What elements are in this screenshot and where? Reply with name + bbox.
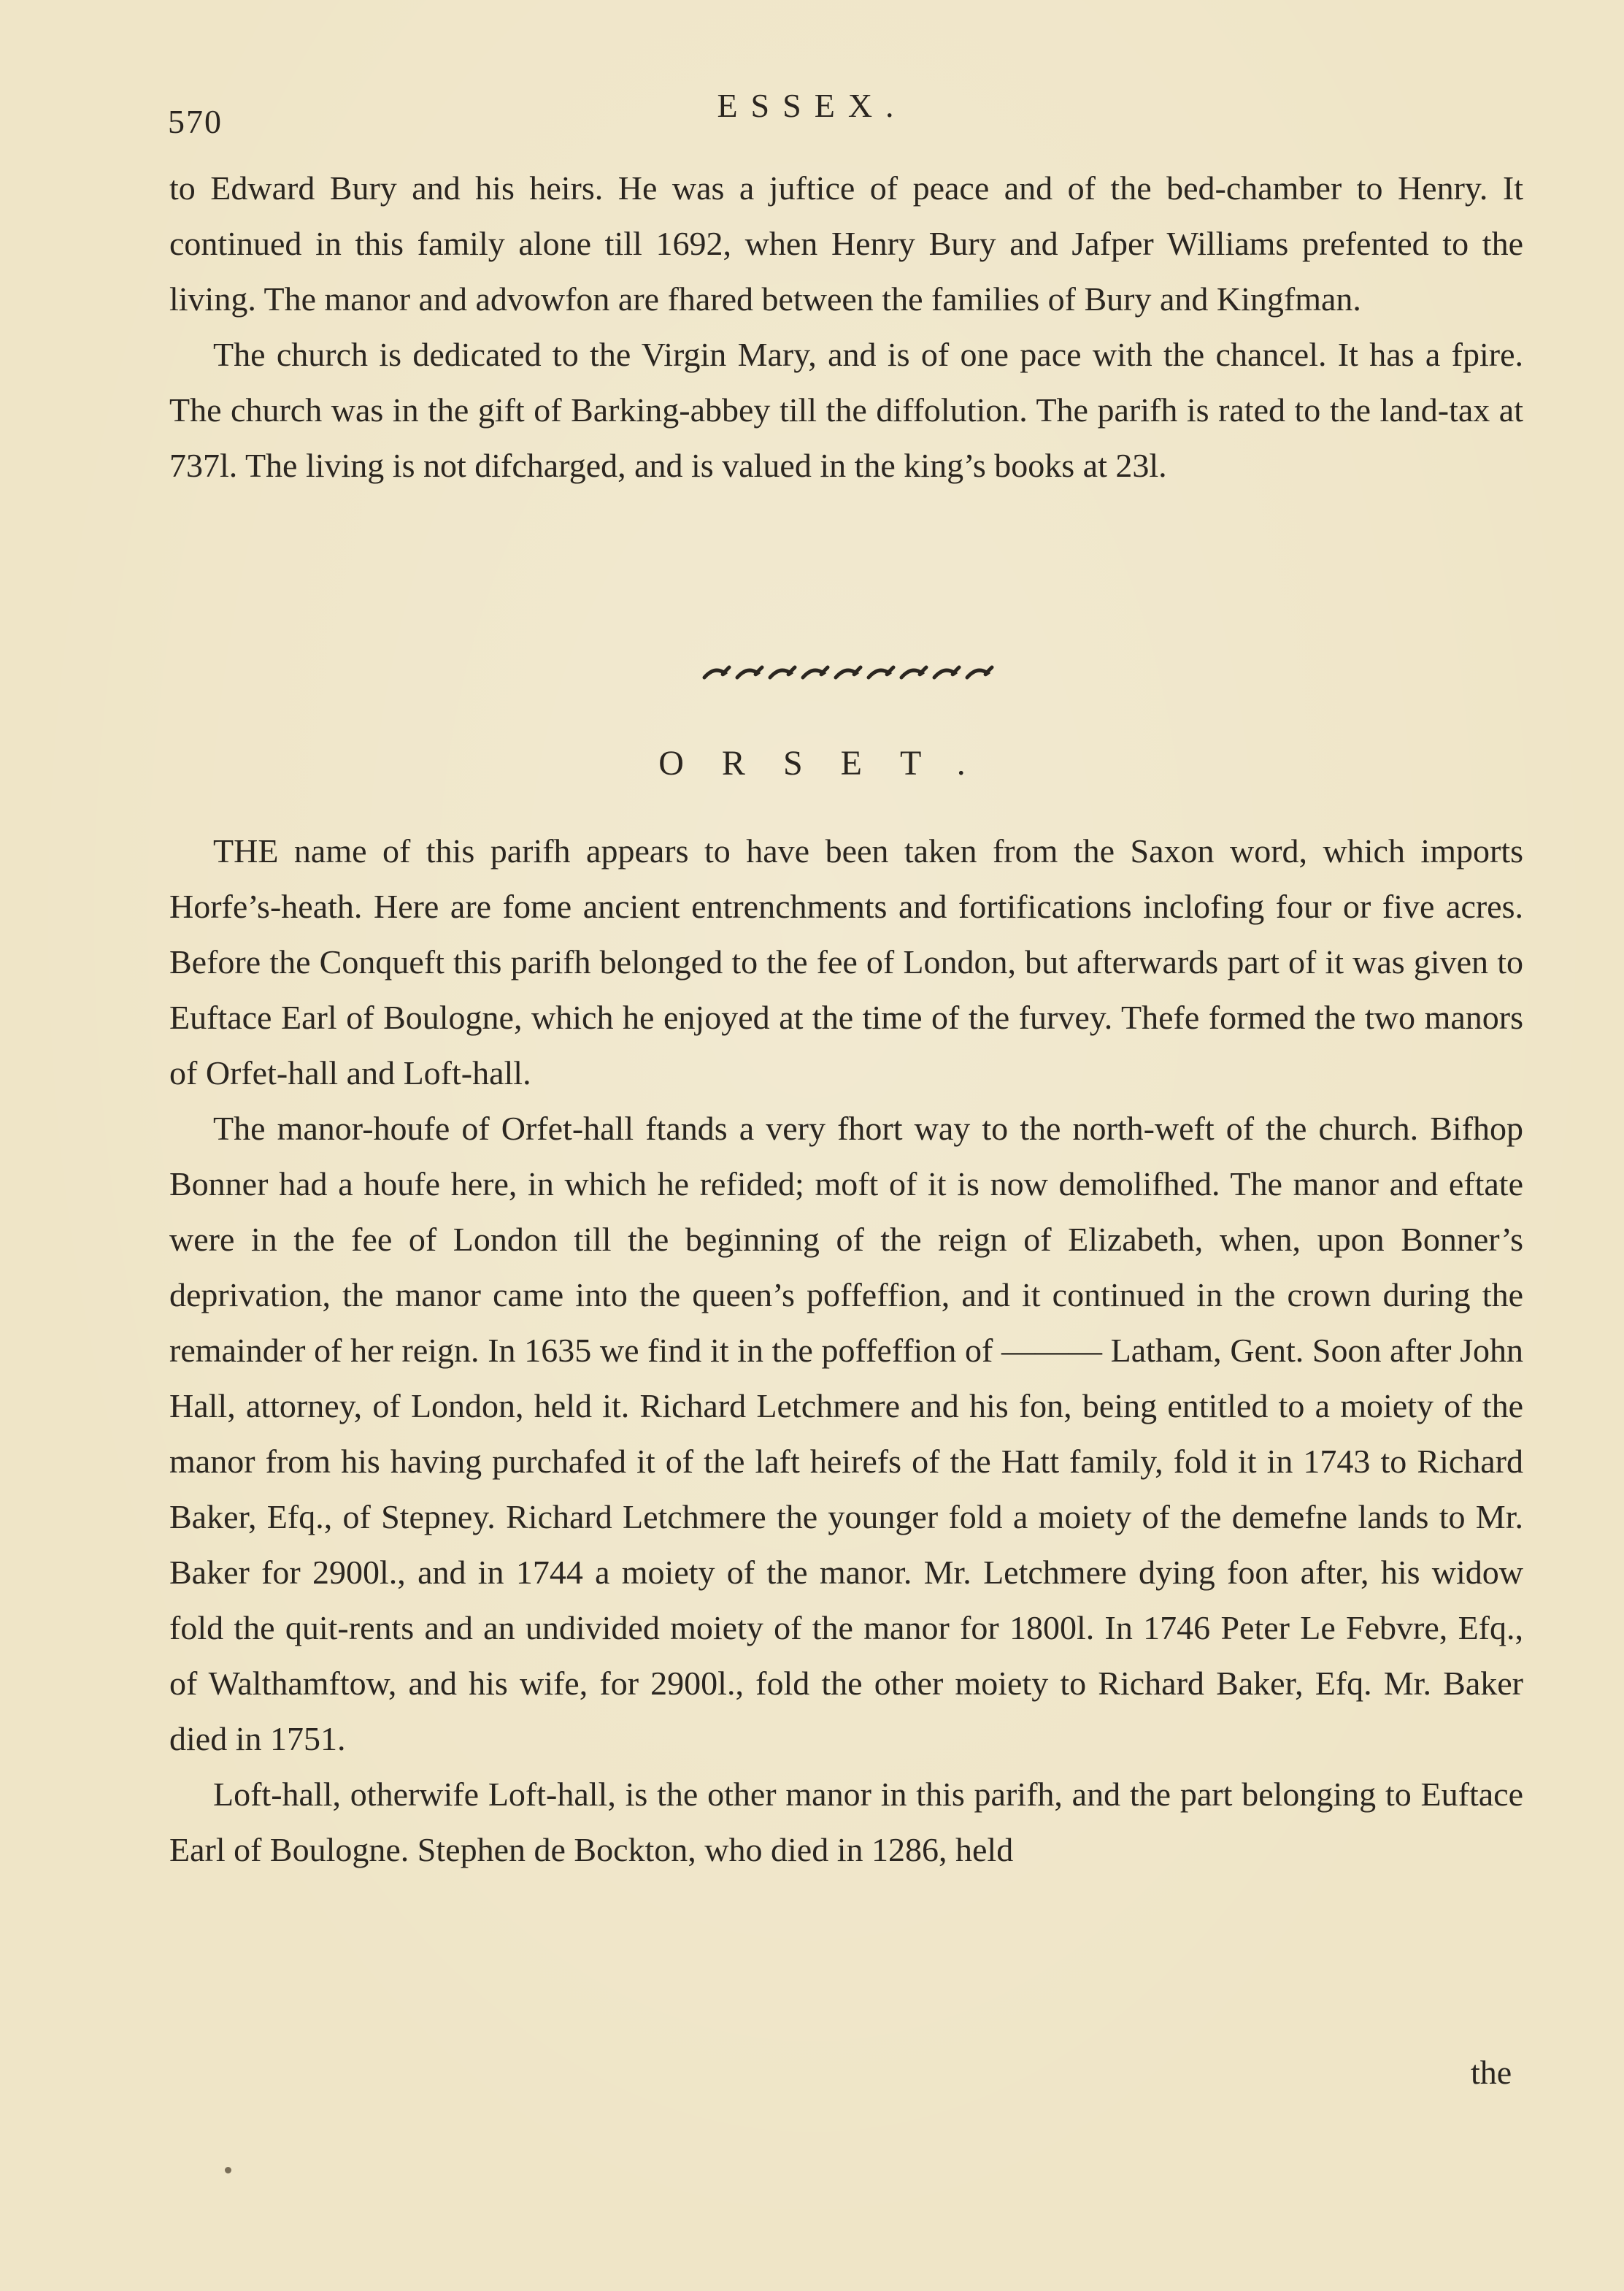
paper-speck <box>225 2167 231 2173</box>
top-text-block <box>169 161 1523 494</box>
catchword: the <box>1471 2054 1512 2091</box>
paragraph-loft-hall: Loft-hall, otherwife Loft-hall, is the other manor in this parifh, and the part belonging to Euftace Earl of Boulogne. Stephen de Bockton, who died in 1286, held <box>169 1776 1523 1868</box>
paragraph-name-origin: THE name of this parifh appears to have been taken from the Saxon word, which imports Horfe’s-heath. Here are fome ancient entrenchments and fortifications inclofing four or five acres. Before the Conqueft this parifh belonged to the fee of London, but afterwards part of it was given to Euftace Earl of Boulogne, which he enjoyed at the time of the furvey. Thefe formed the two manors of Orfet-hall and Loft-hall. <box>169 832 1523 1091</box>
page-number: 570 <box>168 103 223 140</box>
section-title: ORSET. <box>658 744 1004 783</box>
running-head: ESSEX. <box>717 87 907 124</box>
paragraph-orset-hall: The manor-houfe of Orfet-hall ftands a very fhort way to the north-weft of the church. Bifhop Bonner had a houfe here, in which he refided; moft of it is now demolifhed. The manor and eftate were in the fee of London till the beginning of the reign of Elizabeth, when, upon Bonner’s deprivation, the manor came into the queen’s poffeffion, and it continued in the crown during the remainder of her reign. In 1635 we find it in the poffeffion of ——— Latham, Gent. Soon after John Hall, attorney, of London, held it. Richard Letchmere and his fon, being entitled to a moiety of the manor from his having purchafed it of the laft heirefs of the Hatt family, fold it in 1743 to Richard Baker, Efq., of Stepney. Richard Letchmere the younger fold a moiety of the demefne lands to Mr. Baker for 2900l., and in 1744 a moiety of the manor. Mr. Letchmere dying foon after, his widow fold the quit-rents and an undivided moiety of the manor for 1800l. In 1746 Peter Le Febvre, Efq., of Walthamftow, and his wife, for 2900l., fold the other moiety to Richard Baker, Efq. Mr. Baker died in 1751. <box>169 1110 1523 1757</box>
paragraph-continuation: to Edward Bury and his heirs. He was a juftice of peace and of the bed-chamber to Henry. It continued in this family alone till 1692, when Henry Bury and Jafper Williams prefented to the living. The manor and advowfon are fhared between the families of Bury and Kingfman. <box>169 169 1523 318</box>
paragraph-church: The church is dedicated to the Virgin Mary, and is of one pace with the chancel. It has a fpire. The church was in the gift of Barking-abbey till the diffolution. The parifh is rated to the land-tax at 737l. The living is not difcharged, and is valued in the king’s books at 23l. <box>169 336 1523 484</box>
section-ornament <box>701 659 1000 688</box>
main-text-block <box>169 824 1523 1878</box>
